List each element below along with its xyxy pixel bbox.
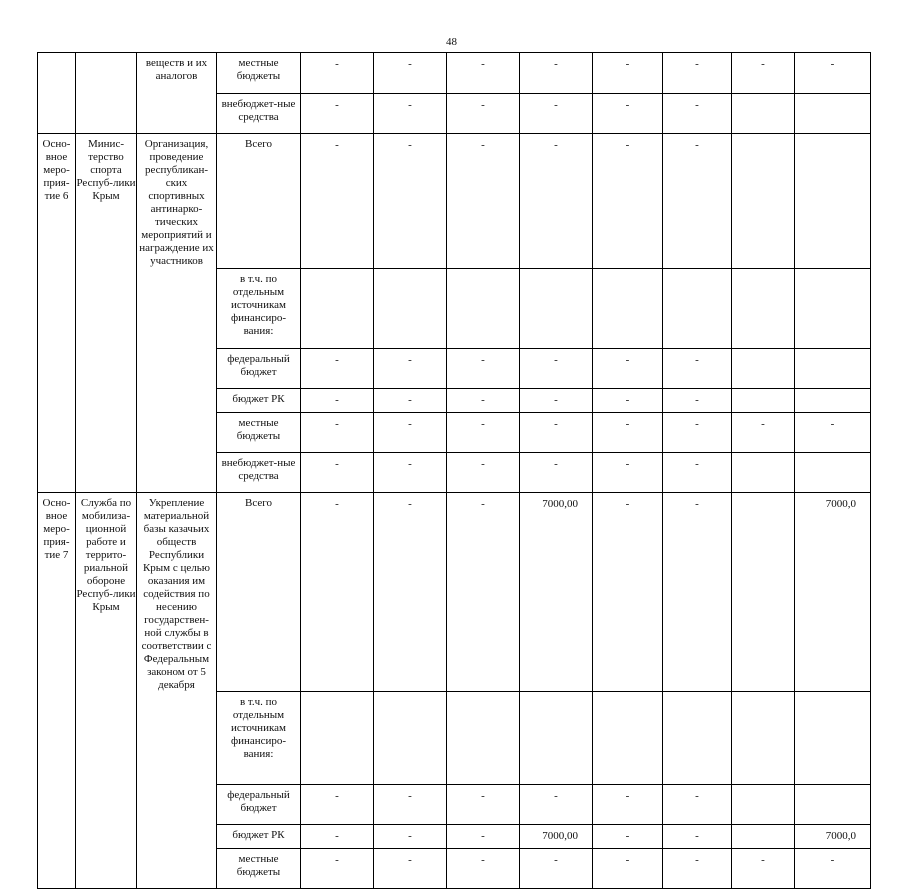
funding-source-cell: местные бюджеты [217, 412, 301, 452]
value-cell: - [520, 348, 593, 388]
value-cell: - [593, 388, 663, 412]
value-cell: - [520, 785, 593, 825]
value-cell [301, 692, 374, 785]
value-cell: - [593, 134, 663, 269]
value-cell: - [593, 94, 663, 134]
value-cell [732, 388, 795, 412]
value-cell: - [374, 388, 447, 412]
funding-source-cell: в т.ч. по отдельным источникам финансиро-вания: [217, 268, 301, 348]
value-cell: - [447, 849, 520, 889]
table-row [38, 849, 871, 889]
event-code-cell [38, 388, 76, 412]
executor-cell [76, 825, 137, 849]
value-cell: - [447, 785, 520, 825]
value-cell [795, 268, 871, 348]
value-cell: - [447, 134, 520, 269]
value-cell: - [663, 492, 732, 692]
table-row [38, 94, 871, 134]
value-cell: - [593, 412, 663, 452]
value-cell: - [663, 94, 732, 134]
measure-cell [137, 849, 217, 889]
event-code-cell [38, 268, 76, 348]
measure-cell [137, 785, 217, 825]
value-cell [593, 692, 663, 785]
value-cell: - [374, 94, 447, 134]
value-cell: - [520, 452, 593, 492]
value-cell: - [520, 94, 593, 134]
executor-cell [76, 412, 137, 452]
value-cell [732, 348, 795, 388]
value-cell [732, 492, 795, 692]
value-cell: - [374, 785, 447, 825]
value-cell: - [374, 412, 447, 452]
measure-cell: Укрепление материальной базы казачьих обществ Республики Крым с целью оказания им содействия по несению государствен-ной службы в соответствии с Федеральным законом от 5 декабря [137, 492, 217, 692]
value-cell: - [593, 53, 663, 94]
value-cell: - [447, 388, 520, 412]
value-cell: - [663, 348, 732, 388]
value-cell: - [593, 348, 663, 388]
event-code-cell [38, 94, 76, 134]
measure-cell [137, 452, 217, 492]
executor-cell [76, 785, 137, 825]
table-row [38, 785, 871, 825]
executor-cell [76, 849, 137, 889]
value-cell [732, 825, 795, 849]
executor-cell [76, 692, 137, 785]
value-cell: - [795, 412, 871, 452]
value-cell: - [374, 492, 447, 692]
value-cell: - [374, 452, 447, 492]
value-cell: - [732, 53, 795, 94]
value-cell [447, 692, 520, 785]
value-cell: - [663, 452, 732, 492]
value-cell: - [732, 412, 795, 452]
value-cell: - [374, 134, 447, 269]
value-cell: - [301, 785, 374, 825]
value-cell [795, 388, 871, 412]
table-row [38, 268, 871, 348]
value-cell: - [663, 825, 732, 849]
value-cell: - [301, 134, 374, 269]
value-cell [447, 268, 520, 348]
value-cell: - [663, 785, 732, 825]
executor-cell [76, 348, 137, 388]
value-cell [663, 268, 732, 348]
value-cell: - [447, 452, 520, 492]
measure-cell [137, 348, 217, 388]
value-cell [732, 134, 795, 269]
value-cell: 7000,00 [520, 825, 593, 849]
executor-cell [76, 94, 137, 134]
executor-cell [76, 388, 137, 412]
measure-cell: веществ и их аналогов [137, 53, 217, 94]
value-cell: 7000,0 [795, 825, 871, 849]
executor-cell [76, 268, 137, 348]
funding-source-cell: местные бюджеты [217, 53, 301, 94]
value-cell [732, 268, 795, 348]
value-cell: - [520, 412, 593, 452]
event-code-cell [38, 785, 76, 825]
executor-cell [76, 53, 137, 94]
value-cell: - [593, 492, 663, 692]
event-code-cell [38, 53, 76, 94]
table-row [38, 825, 871, 849]
event-code-cell [38, 412, 76, 452]
measure-cell [137, 412, 217, 452]
value-cell: - [663, 134, 732, 269]
table-row [38, 452, 871, 492]
value-cell: - [663, 849, 732, 889]
value-cell: - [301, 53, 374, 94]
value-cell: - [795, 53, 871, 94]
funding-source-cell: внебюджет-ные средства [217, 94, 301, 134]
event-code-cell [38, 692, 76, 785]
table-row [38, 53, 871, 94]
value-cell: - [374, 348, 447, 388]
value-cell: - [374, 825, 447, 849]
value-cell: - [374, 53, 447, 94]
value-cell [732, 94, 795, 134]
value-cell: - [447, 94, 520, 134]
table-row [38, 412, 871, 452]
measure-cell: Организация, проведение республикан-ских спортивных антинарко-тических мероприятий и награждение их участников [137, 134, 217, 269]
value-cell: - [732, 849, 795, 889]
executor-cell: Служба по мобилиза-ционной работе и террито-риальной обороне Респуб-лики Крым [76, 492, 137, 692]
value-cell: 7000,00 [520, 492, 593, 692]
value-cell [593, 268, 663, 348]
value-cell: 7000,0 [795, 492, 871, 692]
funding-source-cell: в т.ч. по отдельным источникам финансиро-вания: [217, 692, 301, 785]
event-code-cell: Осно-вное меро-прия-тие 7 [38, 492, 76, 692]
value-cell: - [663, 388, 732, 412]
event-code-cell [38, 452, 76, 492]
executor-cell [76, 452, 137, 492]
page-number: 48 [446, 36, 457, 48]
value-cell: - [663, 412, 732, 452]
table-row [38, 692, 871, 785]
value-cell: - [301, 452, 374, 492]
value-cell: - [593, 785, 663, 825]
event-code-cell [38, 849, 76, 889]
event-code-cell [38, 825, 76, 849]
value-cell: - [301, 825, 374, 849]
value-cell [732, 692, 795, 785]
funding-source-cell: бюджет РК [217, 825, 301, 849]
value-cell [795, 785, 871, 825]
value-cell [374, 268, 447, 348]
value-cell [732, 452, 795, 492]
measure-cell [137, 825, 217, 849]
value-cell: - [301, 492, 374, 692]
funding-source-cell: Всего [217, 134, 301, 269]
funding-source-cell: Всего [217, 492, 301, 692]
value-cell [795, 348, 871, 388]
funding-source-cell: федеральный бюджет [217, 348, 301, 388]
value-cell [795, 452, 871, 492]
funding-source-cell: федеральный бюджет [217, 785, 301, 825]
value-cell: - [447, 492, 520, 692]
value-cell: - [447, 825, 520, 849]
value-cell [732, 785, 795, 825]
value-cell: - [447, 412, 520, 452]
value-cell: - [593, 849, 663, 889]
value-cell: - [301, 388, 374, 412]
funding-source-cell: бюджет РК [217, 388, 301, 412]
value-cell [301, 268, 374, 348]
value-cell: - [795, 849, 871, 889]
executor-cell: Минис-терство спорта Респуб-лики Крым [76, 134, 137, 269]
event-code-cell: Осно-вное меро-прия-тие 6 [38, 134, 76, 269]
value-cell: - [301, 849, 374, 889]
value-cell: - [520, 388, 593, 412]
value-cell: - [520, 134, 593, 269]
measure-cell [137, 94, 217, 134]
event-code-cell [38, 348, 76, 388]
table-row [38, 348, 871, 388]
funding-source-cell: местные бюджеты [217, 849, 301, 889]
value-cell [795, 94, 871, 134]
table-row [38, 492, 871, 692]
value-cell: - [520, 849, 593, 889]
value-cell: - [301, 94, 374, 134]
value-cell: - [593, 452, 663, 492]
value-cell: - [447, 348, 520, 388]
budget-table [37, 52, 871, 889]
measure-cell [137, 388, 217, 412]
value-cell [663, 692, 732, 785]
table-row [38, 134, 871, 269]
value-cell: - [447, 53, 520, 94]
value-cell [795, 692, 871, 785]
value-cell [374, 692, 447, 785]
value-cell: - [301, 412, 374, 452]
measure-cell [137, 692, 217, 785]
value-cell: - [663, 53, 732, 94]
value-cell [795, 134, 871, 269]
value-cell [520, 268, 593, 348]
value-cell [520, 692, 593, 785]
value-cell: - [301, 348, 374, 388]
value-cell: - [520, 53, 593, 94]
funding-source-cell: внебюджет-ные средства [217, 452, 301, 492]
table-row [38, 388, 871, 412]
measure-cell [137, 268, 217, 348]
value-cell: - [374, 849, 447, 889]
value-cell: - [593, 825, 663, 849]
